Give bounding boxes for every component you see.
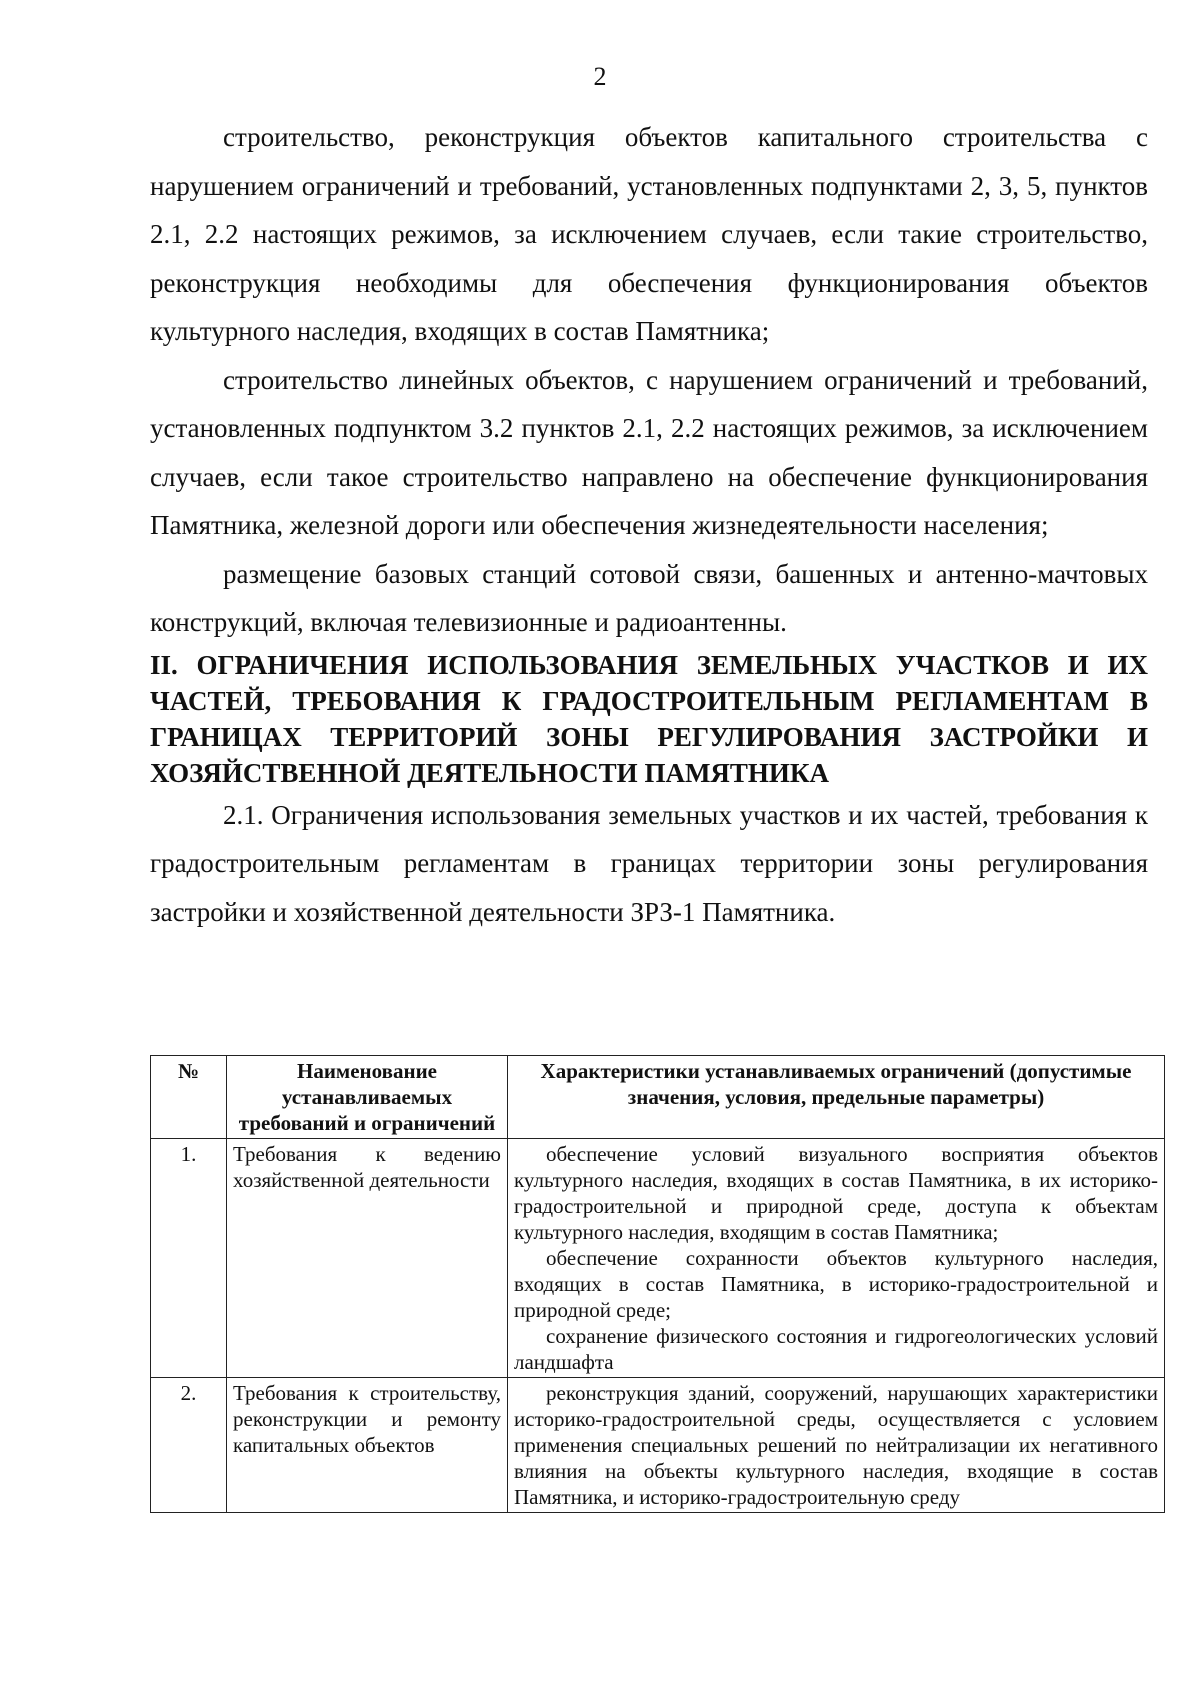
paragraph: строительство линейных объектов, с нарушением ограничений и требований, установленных подпунктом 3.2 пунктов 2.1, 2.2 настоящих режимов, за исключением случаев, если такое строительство направлено на обеспечение функционирования Памятника, железной дороги или обеспечения жизнедеятельности населения; (150, 364, 1148, 540)
restrictions-table (150, 1055, 1165, 1513)
header-characteristics: Характеристики устанавливаемых ограничений (допустимые значения, условия, предельные параметры) (508, 1056, 1165, 1139)
characteristic-item: обеспечение условий визуального восприятия объектов культурного наследия, входящих в состав Памятника, в их историко-градостроительной и природной среде, доступа к объектам культурного наследия, входящим в состав Памятника; (514, 1142, 1158, 1244)
header-name: Наименование устанавливаемых требований и ограничений (227, 1056, 508, 1139)
paragraph: размещение базовых станций сотовой связи, башенных и антенно-мачтовых конструкций, включая телевизионные и радиоантенны. (150, 558, 1148, 637)
row-characteristics (508, 1378, 1165, 1513)
subsection-paragraph: 2.1. Ограничения использования земельных участков и их частей, требования к градостроительным регламентам в границах территории зоны регулирования застройки и хозяйственной деятельности ЗРЗ-1 Памятника. (150, 799, 1148, 927)
row-characteristics (508, 1139, 1165, 1378)
characteristic-item: сохранение физического состояния и гидрогеологических условий ландшафта (514, 1324, 1158, 1374)
table-row (151, 1378, 1165, 1513)
section-heading: II. ОГРАНИЧЕНИЯ ИСПОЛЬЗОВАНИЯ ЗЕМЕЛЬНЫХ УЧАСТКОВ И ИХ ЧАСТЕЙ, ТРЕБОВАНИЯ К ГРАДОСТРОИТЕЛЬНЫМ РЕГЛАМЕНТАМ В ГРАНИЦАХ ТЕРРИТОРИЙ ЗОНЫ РЕГУЛИРОВАНИЯ ЗАСТРОЙКИ И ХОЗЯЙСТВЕННОЙ ДЕЯТЕЛЬНОСТИ ПАМЯТНИКА (150, 649, 1148, 788)
document-body (150, 113, 1148, 936)
table-row (151, 1139, 1165, 1378)
row-name: Требования к строительству, реконструкции и ремонту капитальных объектов (227, 1378, 508, 1513)
characteristic-item: реконструкция зданий, сооружений, нарушающих характеристики историко-градостроительной среды, осуществляется с условием применения специальных решений по нейтрализации их негативного влияния на объекты культурного наследия, входящие в состав Памятника, и историко-градостроительную среду (514, 1381, 1158, 1509)
row-number: 1. (151, 1139, 227, 1378)
row-name: Требования к ведению хозяйственной деятельности (227, 1139, 508, 1378)
header-number: № (151, 1056, 227, 1139)
paragraph: строительство, реконструкция объектов капитального строительства с нарушением ограничений и требований, установленных подпунктами 2, 3, 5, пунктов 2.1, 2.2 настоящих режимов, за исключением случаев, если такие строительство, реконструкция необходимы для обеспечения функционирования объектов культурного наследия, входящих в состав Памятника; (150, 122, 1148, 346)
page-number: 2 (593, 62, 607, 91)
row-number: 2. (151, 1378, 227, 1513)
table-header-row (151, 1056, 1165, 1139)
characteristic-item: обеспечение сохранности объектов культурного наследия, входящих в состав Памятника, в историко-градостроительной и природной среде; (514, 1246, 1158, 1322)
